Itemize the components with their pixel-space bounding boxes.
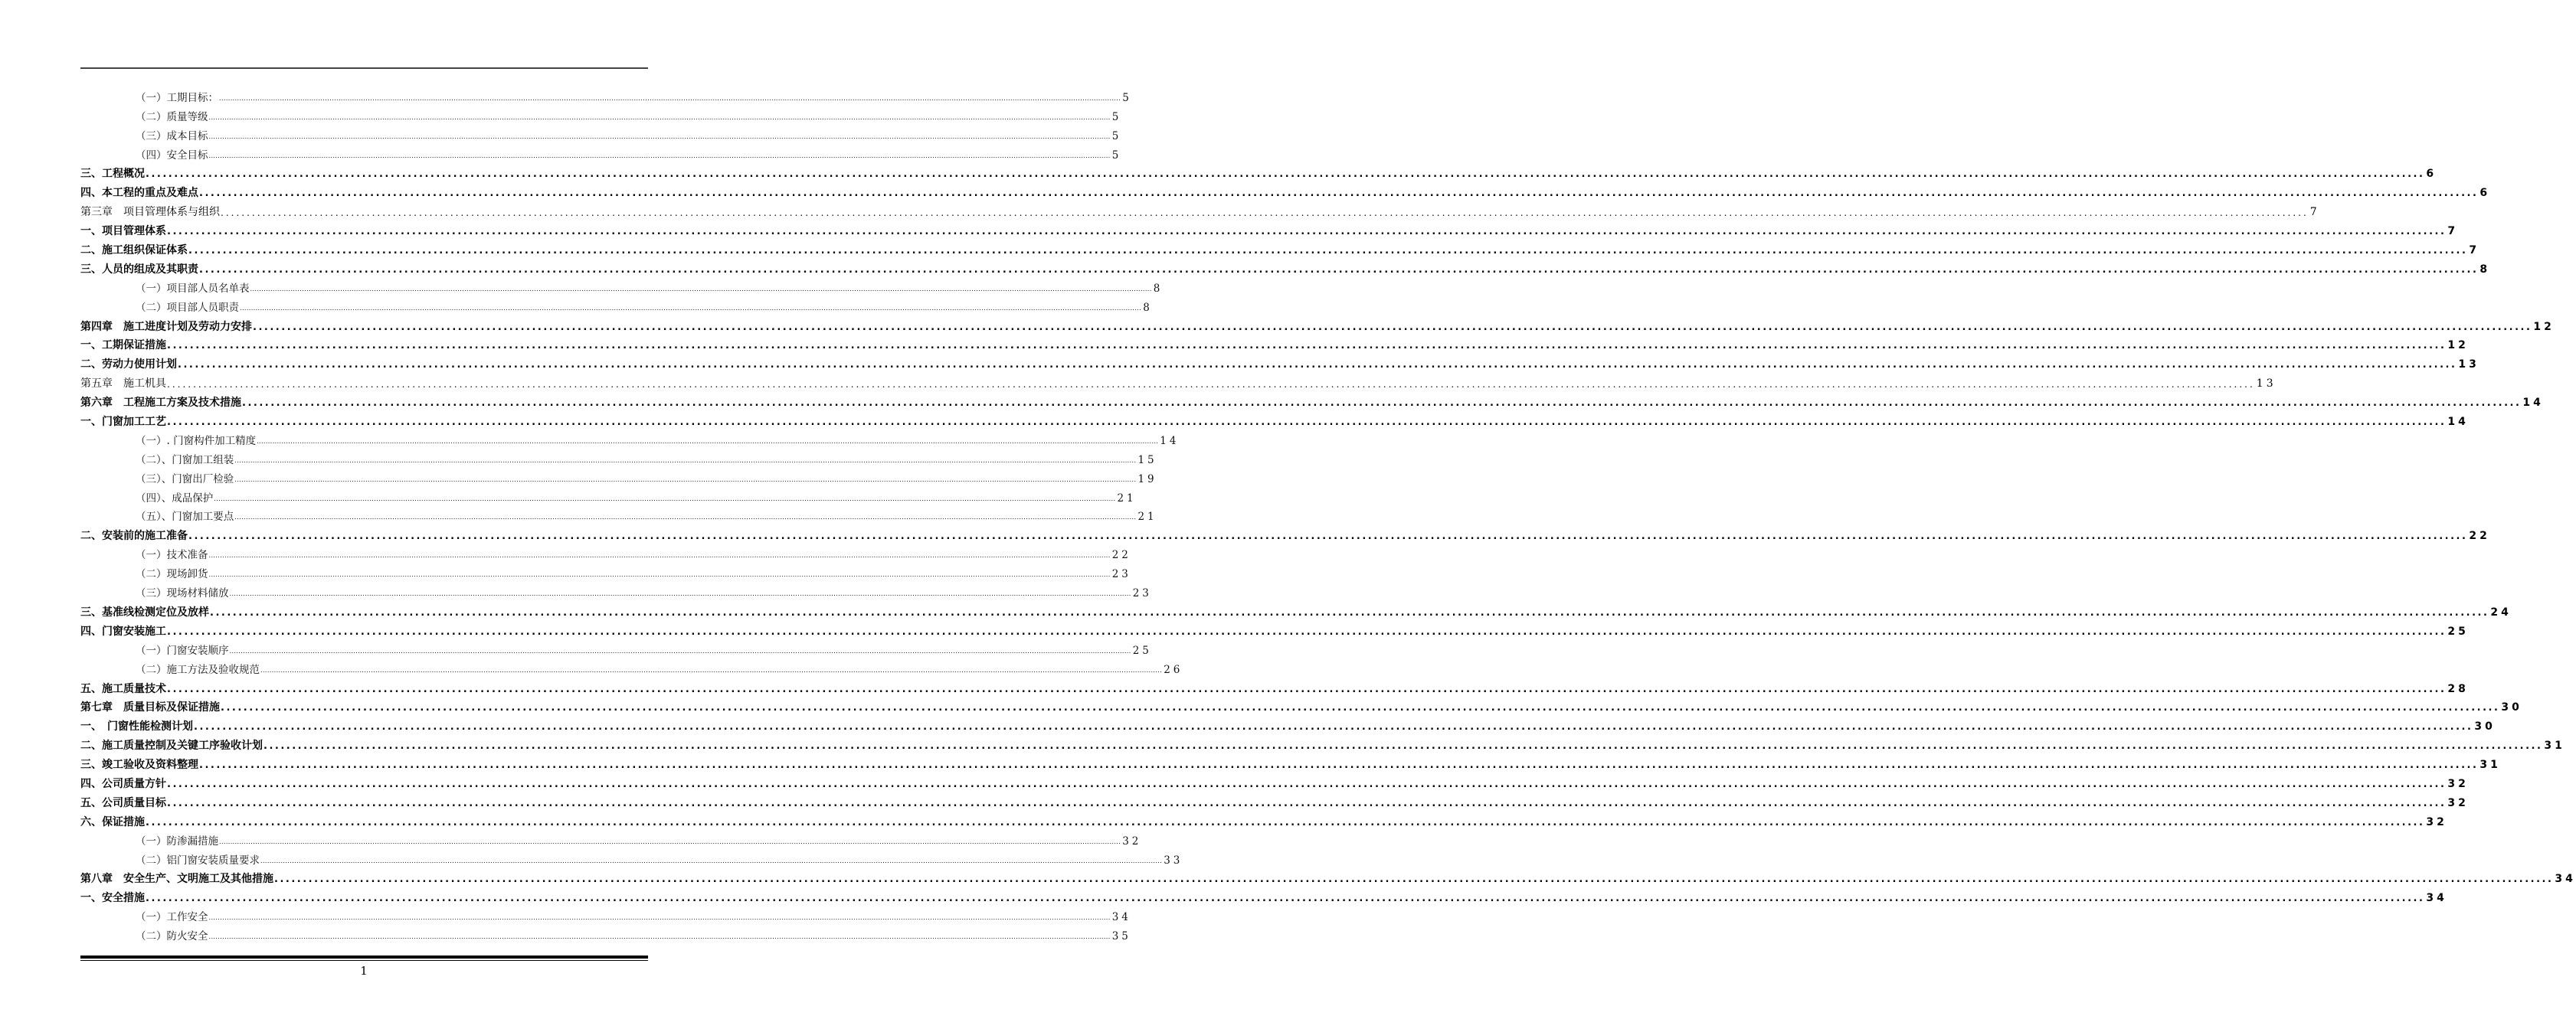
toc-entry-title: 一、 门窗性能检测计划 [80, 720, 193, 733]
toc-leader-dots: ................................................................................................................................................................................................................................................................................................................................................................................................................ [167, 226, 2447, 238]
toc-entry[interactable] [80, 124, 1122, 143]
toc-entry[interactable] [80, 276, 1164, 296]
toc-entry-title: 四、本工程的重点及难点 [80, 187, 198, 200]
toc-entry-title: 第八章 安全生产、文明施工及其他措施 [80, 873, 273, 886]
toc-entry[interactable] [80, 562, 1131, 581]
toc-entry-title: （二）铝门窗安装质量要求 [136, 854, 260, 867]
toc-entry-page: 8 [2479, 263, 2491, 276]
toc-entry-page: 23 [1111, 568, 1131, 581]
toc-entry-page: 21 [1137, 511, 1157, 524]
footer-rule-thin [80, 960, 648, 961]
toc-entry-page: 25 [2447, 625, 2469, 638]
toc-entry[interactable] [80, 200, 2320, 219]
toc-entry-title: 一、安全措施 [80, 892, 145, 905]
toc-entry-title: 第四章 施工进度计划及劳动力安排 [80, 320, 252, 333]
toc-entry[interactable] [80, 753, 2501, 772]
toc-entry-page: 34 [2555, 873, 2576, 886]
toc-entry[interactable] [80, 390, 2544, 410]
toc-entry-page: 32 [2447, 777, 2469, 790]
toc-leader-dots: ................................................................................................................................................................................................................................................................................................................................................................................................................ [167, 683, 2447, 695]
toc-leader-dots: ................................................................................................................................................................................................................................................................................................................................................................................................................ [167, 797, 2447, 809]
toc-entry[interactable] [80, 352, 2479, 371]
toc-entry[interactable] [80, 639, 1152, 658]
toc-entry[interactable] [80, 486, 1137, 505]
toc-entry-title: （一）门窗安装顺序 [136, 644, 229, 657]
toc-entry-title: 三、基准线检测定位及放样 [80, 606, 209, 619]
toc-entry-title: 五、公司质量目标 [80, 796, 166, 809]
toc-leader-dots: ................................................................................................................................................................................................................................................................................................................................................................................................................ [214, 495, 1116, 502]
toc-leader-dots: ................................................................................................................................................................................................................................................................................................................................................................................................................ [250, 285, 1152, 292]
toc-entry[interactable] [80, 371, 2277, 390]
toc-entry[interactable] [80, 410, 2469, 429]
toc-entry-title: 二、施工组织保证体系 [80, 244, 188, 257]
toc-leader-dots: ................................................................................................................................................................................................................................................................................................................................................................................................................ [274, 874, 2554, 886]
toc-entry-page: 30 [2474, 720, 2496, 733]
header-rule [80, 67, 648, 69]
toc-entry-title: 三、人员的组成及其职责 [80, 263, 198, 276]
toc-entry-title: 第三章 项目管理体系与组织 [80, 206, 220, 219]
toc-entry[interactable] [80, 334, 2469, 353]
toc-leader-dots: ................................................................................................................................................................................................................................................................................................................................................................................................................ [253, 321, 2532, 333]
toc-entry-page: 23 [1132, 587, 1152, 600]
toc-entry[interactable] [80, 524, 2490, 543]
toc-entry-page: 22 [2469, 530, 2490, 543]
toc-leader-dots: ................................................................................................................................................................................................................................................................................................................................................................................................................ [167, 778, 2447, 790]
toc-entry[interactable] [80, 105, 1122, 124]
toc-entry-page: 5 [1122, 91, 1132, 104]
toc-entry-page: 6 [2479, 187, 2491, 200]
toc-leader-dots: ................................................................................................................................................................................................................................................................................................................................................................................................................ [167, 379, 2255, 390]
toc-leader-dots: ................................................................................................................................................................................................................................................................................................................................................................................................................ [208, 552, 1111, 560]
toc-leader-dots: ................................................................................................................................................................................................................................................................................................................................................................................................................ [240, 304, 1142, 312]
toc-entry-title: （一）工作安全 [136, 911, 208, 924]
toc-leader-dots: ................................................................................................................................................................................................................................................................................................................................................................................................................ [208, 571, 1111, 579]
toc-entry-page: 34 [1111, 911, 1131, 924]
toc-leader-dots: ................................................................................................................................................................................................................................................................................................................................................................................................................ [260, 666, 1163, 674]
toc-entry[interactable] [80, 296, 1153, 315]
toc-leader-dots: ................................................................................................................................................................................................................................................................................................................................................................................................................ [260, 857, 1163, 864]
toc-entry-title: （二）现场卸货 [136, 568, 208, 581]
toc-entry[interactable] [80, 677, 2469, 696]
toc-entry[interactable] [80, 848, 1183, 867]
toc-leader-dots: ................................................................................................................................................................................................................................................................................................................................................................................................................ [263, 740, 2543, 753]
toc-entry-title: 一、项目管理体系 [80, 225, 166, 238]
toc-entry[interactable] [80, 505, 1157, 524]
toc-entry[interactable] [80, 429, 1180, 448]
toc-entry-page: 33 [1164, 854, 1183, 867]
toc-entry-title: 三、竣工验收及资料整理 [80, 759, 198, 772]
toc-entry-page: 34 [2426, 892, 2447, 905]
toc-entry-page: 25 [1132, 644, 1152, 657]
toc-entry-page: 31 [2544, 740, 2565, 753]
toc-entry-page: 26 [1164, 663, 1183, 676]
toc-leader-dots: ................................................................................................................................................................................................................................................................................................................................................................................................................ [199, 263, 2479, 276]
toc-entry-title: （二）、门窗加工组装 [136, 453, 234, 466]
toc-entry-title: 三、工程概况 [80, 168, 145, 181]
toc-entry-page: 22 [1111, 549, 1131, 562]
toc-entry[interactable] [80, 772, 2469, 791]
toc-entry-page: 6 [2426, 168, 2437, 181]
toc-entry-title: （一）技术准备 [136, 549, 208, 562]
toc-leader-dots: ................................................................................................................................................................................................................................................................................................................................................................................................................ [167, 340, 2447, 352]
toc-entry-title: （三）成本目标 [136, 129, 208, 142]
toc-entry-page: 14 [1160, 434, 1180, 447]
toc-leader-dots: ................................................................................................................................................................................................................................................................................................................................................................................................................ [178, 359, 2457, 371]
toc-entry-page: 24 [2490, 606, 2512, 619]
page-number: 1 [360, 964, 368, 978]
toc-entry-title: （四）、成品保护 [136, 492, 214, 505]
toc-entry-title: （一）. 门窗构件加工精度 [136, 434, 257, 447]
toc-entry-page: 7 [2469, 244, 2480, 257]
toc-leader-dots: ................................................................................................................................................................................................................................................................................................................................................................................................................ [234, 456, 1137, 464]
toc-entry[interactable] [80, 867, 2576, 887]
toc-entry[interactable] [80, 886, 2447, 905]
toc-entry-page: 31 [2479, 759, 2501, 772]
toc-entry-title: （二）施工方法及验收规范 [136, 663, 260, 676]
toc-entry-title: （三）、门窗出厂检验 [136, 472, 234, 485]
toc-entry-title: （三）现场材料储放 [136, 587, 229, 600]
toc-entry[interactable] [80, 905, 1131, 924]
toc-leader-dots: ................................................................................................................................................................................................................................................................................................................................................................................................................ [167, 416, 2447, 429]
toc-entry-page: 19 [1137, 472, 1157, 485]
toc-leader-dots: ................................................................................................................................................................................................................................................................................................................................................................................................................ [208, 132, 1111, 140]
toc-entry-title: （四）安全目标 [136, 149, 208, 162]
toc-leader-dots: ................................................................................................................................................................................................................................................................................................................................................................................................................ [146, 168, 2425, 181]
toc-entry-title: 一、门窗加工工艺 [80, 416, 166, 429]
toc-entry-page: 32 [1122, 835, 1142, 848]
toc-entry-page: 8 [1143, 301, 1153, 314]
toc-entry-title: 四、门窗安装施工 [80, 625, 166, 638]
toc-entry-page: 13 [2256, 377, 2277, 390]
toc-entry[interactable] [80, 600, 2512, 619]
toc-entry[interactable] [80, 714, 2496, 733]
toc-entry-page: 14 [2447, 416, 2469, 429]
toc-entry[interactable] [80, 315, 2555, 334]
toc-entry[interactable] [80, 467, 1157, 486]
toc-entry-page: 28 [2447, 682, 2469, 695]
toc-leader-dots: ................................................................................................................................................................................................................................................................................................................................................................................................................ [208, 914, 1111, 922]
toc-entry-title: 五、施工质量技术 [80, 682, 166, 695]
toc-entry[interactable] [80, 219, 2459, 238]
toc-leader-dots: ................................................................................................................................................................................................................................................................................................................................................................................................................ [219, 94, 1121, 102]
toc-entry-title: 第七章 质量目标及保证措施 [80, 701, 220, 714]
toc-entry[interactable] [80, 448, 1157, 467]
toc-entry-page: 5 [1111, 110, 1122, 123]
toc-entry-title: （一）防渗漏措施 [136, 835, 218, 848]
toc-entry[interactable] [80, 829, 1142, 848]
toc-entry[interactable] [80, 791, 2469, 810]
toc-entry-page: 8 [1153, 282, 1164, 295]
toc-leader-dots: ................................................................................................................................................................................................................................................................................................................................................................................................................ [146, 816, 2425, 828]
toc-entry-title: 六、保证措施 [80, 815, 145, 828]
toc-entry[interactable] [80, 581, 1152, 600]
toc-leader-dots: ................................................................................................................................................................................................................................................................................................................................................................................................................ [257, 437, 1159, 445]
toc-entry-title: 第六章 工程施工方案及技术措施 [80, 397, 241, 410]
toc-leader-dots: ................................................................................................................................................................................................................................................................................................................................................................................................................ [234, 475, 1137, 483]
toc-entry-page: 30 [2501, 701, 2522, 714]
toc-entry-title: 四、公司质量方针 [80, 777, 166, 790]
toc-entry-page: 13 [2458, 358, 2479, 371]
toc-entry-page: 5 [1111, 149, 1122, 162]
toc-leader-dots: ................................................................................................................................................................................................................................................................................................................................................................................................................ [221, 207, 2309, 219]
toc-entry[interactable] [80, 733, 2565, 753]
toc-leader-dots: ................................................................................................................................................................................................................................................................................................................................................................................................................ [167, 626, 2447, 638]
toc-entry[interactable] [80, 238, 2480, 257]
toc-entry-page: 7 [2447, 225, 2459, 238]
toc-entry-title: （一）项目部人员名单表 [136, 282, 250, 295]
toc-entry-page: 5 [1111, 129, 1122, 142]
toc-entry-page: 32 [2447, 796, 2469, 809]
toc-entry-page: 32 [2426, 815, 2447, 828]
toc-leader-dots: ................................................................................................................................................................................................................................................................................................................................................................................................................ [210, 606, 2489, 619]
toc-leader-dots: ................................................................................................................................................................................................................................................................................................................................................................................................................ [194, 721, 2473, 733]
toc-entry-title: （二）项目部人员职责 [136, 301, 239, 314]
toc-leader-dots: ................................................................................................................................................................................................................................................................................................................................................................................................................ [199, 760, 2479, 772]
toc-entry-title: 二、施工质量控制及关键工序验收计划 [80, 740, 263, 753]
toc-entry[interactable] [80, 924, 1131, 943]
toc-entry[interactable] [80, 810, 2447, 829]
toc-entry-title: （二）防火安全 [136, 930, 208, 943]
toc-entry-page: 15 [1137, 453, 1157, 466]
toc-leader-dots: ................................................................................................................................................................................................................................................................................................................................................................................................................ [146, 893, 2425, 905]
toc-entry[interactable] [80, 696, 2522, 715]
toc-entry[interactable] [80, 143, 1122, 162]
toc-entry[interactable] [80, 181, 2491, 200]
toc-leader-dots: ................................................................................................................................................................................................................................................................................................................................................................................................................ [188, 245, 2468, 257]
toc-entry[interactable] [80, 658, 1183, 677]
toc-leader-dots: ................................................................................................................................................................................................................................................................................................................................................................................................................ [208, 152, 1111, 159]
toc-leader-dots: ................................................................................................................................................................................................................................................................................................................................................................................................................ [234, 514, 1137, 521]
toc-entry[interactable] [80, 86, 1132, 105]
toc-entry-page: 21 [1117, 492, 1137, 505]
toc-entry-title: 第五章 施工机具 [80, 377, 166, 390]
toc-entry-title: 二、劳动力使用计划 [80, 358, 177, 371]
toc-leader-dots: ................................................................................................................................................................................................................................................................................................................................................................................................................ [229, 647, 1131, 655]
toc-leader-dots: ................................................................................................................................................................................................................................................................................................................................................................................................................ [208, 113, 1111, 121]
footer-rule-thick [80, 956, 648, 959]
toc-entry-title: （一）工期目标： [136, 91, 218, 104]
toc-entry[interactable] [80, 257, 2491, 276]
toc-entry[interactable] [80, 162, 2437, 181]
toc-entry-title: （五）、门窗加工要点 [136, 511, 234, 524]
toc-entry[interactable] [80, 619, 2469, 639]
toc-leader-dots: ................................................................................................................................................................................................................................................................................................................................................................................................................ [188, 531, 2468, 543]
toc-leader-dots: ................................................................................................................................................................................................................................................................................................................................................................................................................ [199, 188, 2479, 200]
table-of-contents [80, 86, 2576, 943]
toc-entry-title: 二、安装前的施工准备 [80, 530, 188, 543]
toc-leader-dots: ................................................................................................................................................................................................................................................................................................................................................................................................................ [229, 590, 1131, 598]
toc-leader-dots: ................................................................................................................................................................................................................................................................................................................................................................................................................ [208, 933, 1111, 941]
toc-entry-title: 一、工期保证措施 [80, 339, 166, 352]
toc-entry[interactable] [80, 543, 1131, 562]
toc-leader-dots: ................................................................................................................................................................................................................................................................................................................................................................................................................ [219, 838, 1121, 845]
toc-entry-page: 35 [1111, 930, 1131, 943]
toc-entry-page: 14 [2522, 397, 2544, 410]
toc-entry-page: 12 [2533, 320, 2555, 333]
toc-leader-dots: ................................................................................................................................................................................................................................................................................................................................................................................................................ [242, 397, 2522, 410]
toc-entry-page: 7 [2309, 206, 2320, 219]
toc-entry-page: 12 [2447, 339, 2469, 352]
toc-leader-dots: ................................................................................................................................................................................................................................................................................................................................................................................................................ [221, 702, 2500, 714]
toc-entry-title: （二）质量等级 [136, 110, 208, 123]
